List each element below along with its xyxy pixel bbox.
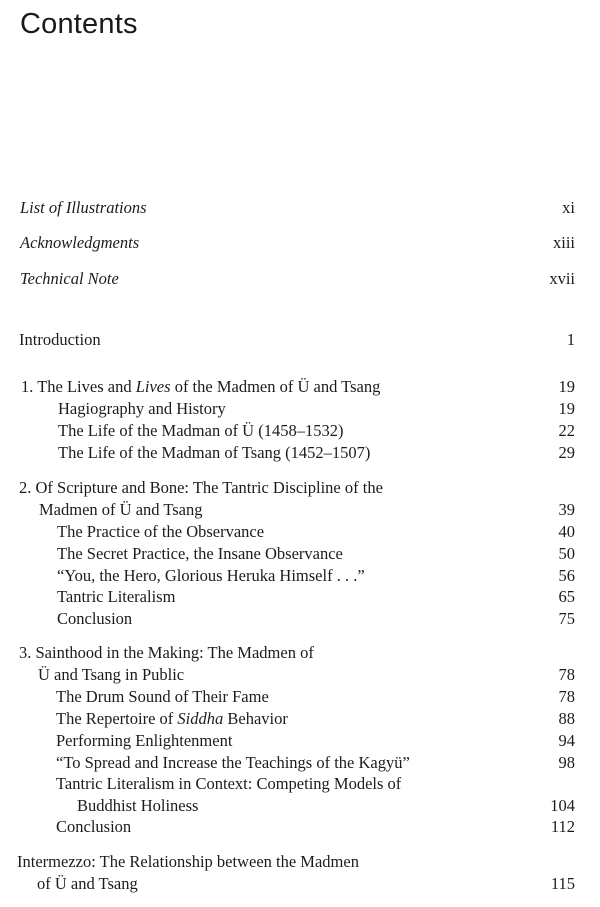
toc-entry-list-of-illustrations[interactable]: [0, 197, 600, 219]
toc-entry-page: 75: [558, 609, 575, 628]
toc-entry-title: Technical Note: [20, 269, 119, 288]
toc-entry-page: 29: [558, 443, 575, 462]
toc-section-title-continued: Buddhist Holiness: [77, 796, 199, 815]
toc-chapter-2-line-2[interactable]: [0, 499, 600, 521]
toc-entry-page: 78: [558, 665, 575, 684]
toc-entry-page: 65: [558, 587, 575, 606]
toc-entry-title-continued: of Ü and Tsang: [37, 874, 138, 893]
toc-entry-page: 39: [558, 500, 575, 519]
toc-section[interactable]: [0, 708, 600, 730]
toc-chapter-title: 3. Sainthood in the Making: The Madmen of: [19, 643, 314, 662]
toc-chapter-title: 2. Of Scripture and Bone: The Tantric Discipline of the: [19, 478, 383, 497]
toc-section-title: The Life of the Madman of Ü (1458–1532): [58, 421, 344, 440]
toc-section-title: The Secret Practice, the Insane Observance: [57, 544, 343, 563]
toc-section[interactable]: [0, 565, 600, 587]
toc-entry-page: 88: [558, 709, 575, 728]
toc-entry-page: 40: [558, 522, 575, 541]
toc-section[interactable]: [0, 420, 600, 442]
toc-entry-title: List of Illustrations: [20, 198, 147, 217]
title-part-a: 1. The Lives and: [21, 377, 136, 396]
toc-section[interactable]: [0, 608, 600, 630]
toc-entry-page: 22: [558, 421, 575, 440]
toc-chapter-title-continued: Ü and Tsang in Public: [38, 665, 185, 684]
title-emphasis: Siddha: [177, 709, 224, 728]
toc-section[interactable]: [0, 586, 600, 608]
toc-entry-introduction[interactable]: [0, 329, 600, 351]
toc-section[interactable]: [0, 398, 600, 420]
toc-entry-page: 56: [558, 566, 575, 585]
toc-entry-acknowledgments[interactable]: [0, 232, 600, 254]
toc-section-line-1[interactable]: [0, 773, 600, 795]
toc-entry-page: 1: [566, 330, 575, 349]
title-part-b: of the Madmen of Ü and Tsang: [170, 377, 381, 396]
toc-chapter-1[interactable]: [0, 376, 600, 398]
toc-entry-page: xvii: [549, 269, 575, 288]
toc-section-title: “To Spread and Increase the Teachings of the Kagyü”: [56, 753, 410, 772]
toc-section-title: Conclusion: [57, 609, 133, 628]
title-part-a: The Repertoire of: [56, 709, 178, 728]
title-emphasis: Lives: [135, 377, 171, 396]
toc-chapter-title: [21, 376, 380, 398]
toc-section[interactable]: [0, 543, 600, 565]
toc-entry-title: Introduction: [19, 330, 101, 349]
toc-entry-title: Intermezzo: The Relationship between the Madmen: [17, 852, 359, 871]
toc-chapter-3-line-1[interactable]: [0, 642, 600, 664]
toc-section-title: The Life of the Madman of Tsang (1452–1507): [58, 443, 371, 462]
page-title: Contents: [20, 8, 138, 40]
toc-chapter-3-line-2[interactable]: [0, 664, 600, 686]
toc-entry-page: 98: [558, 753, 575, 772]
toc-section[interactable]: [0, 730, 600, 752]
toc-section-title: The Practice of the Observance: [57, 522, 265, 541]
toc-entry-page: 104: [550, 796, 575, 815]
toc-section-title: Performing Enlightenment: [56, 731, 233, 750]
toc-entry-page: xiii: [552, 233, 575, 252]
toc-entry-page: 112: [550, 817, 575, 836]
toc-intermezzo-line-2[interactable]: [0, 873, 600, 895]
title-part-b: Behavior: [223, 709, 288, 728]
toc-section[interactable]: [0, 816, 600, 838]
toc-entry-page: 115: [550, 874, 575, 893]
toc-chapter-title-continued: Madmen of Ü and Tsang: [39, 500, 203, 519]
toc-section-title: The Drum Sound of Their Fame: [56, 687, 269, 706]
toc-entry-page: 94: [558, 731, 575, 750]
toc-intermezzo-line-1[interactable]: [0, 851, 600, 873]
toc-entry-title: Acknowledgments: [20, 233, 140, 252]
toc-section[interactable]: [0, 442, 600, 464]
toc-entry-page: xi: [562, 198, 575, 217]
toc-section[interactable]: [0, 521, 600, 543]
toc-section-title: “You, the Hero, Glorious Heruka Himself . . .”: [57, 566, 365, 585]
toc-entry-technical-note[interactable]: [0, 268, 600, 290]
toc-section-title: Conclusion: [56, 817, 132, 836]
toc-chapter-2-line-1[interactable]: [0, 477, 600, 499]
toc-entry-page: 78: [558, 687, 575, 706]
toc-section[interactable]: [0, 752, 600, 774]
toc-section-title: Tantric Literalism in Context: Competing Models of: [56, 774, 402, 793]
toc-section[interactable]: [0, 686, 600, 708]
toc-entry-page: 50: [558, 544, 575, 563]
toc-section-title: [56, 708, 288, 730]
toc-section-line-2[interactable]: [0, 795, 600, 817]
toc-entry-page: 19: [558, 377, 575, 396]
toc-section-title: Hagiography and History: [58, 399, 226, 418]
toc-entry-page: 19: [558, 399, 575, 418]
toc-section-title: Tantric Literalism: [57, 587, 176, 606]
